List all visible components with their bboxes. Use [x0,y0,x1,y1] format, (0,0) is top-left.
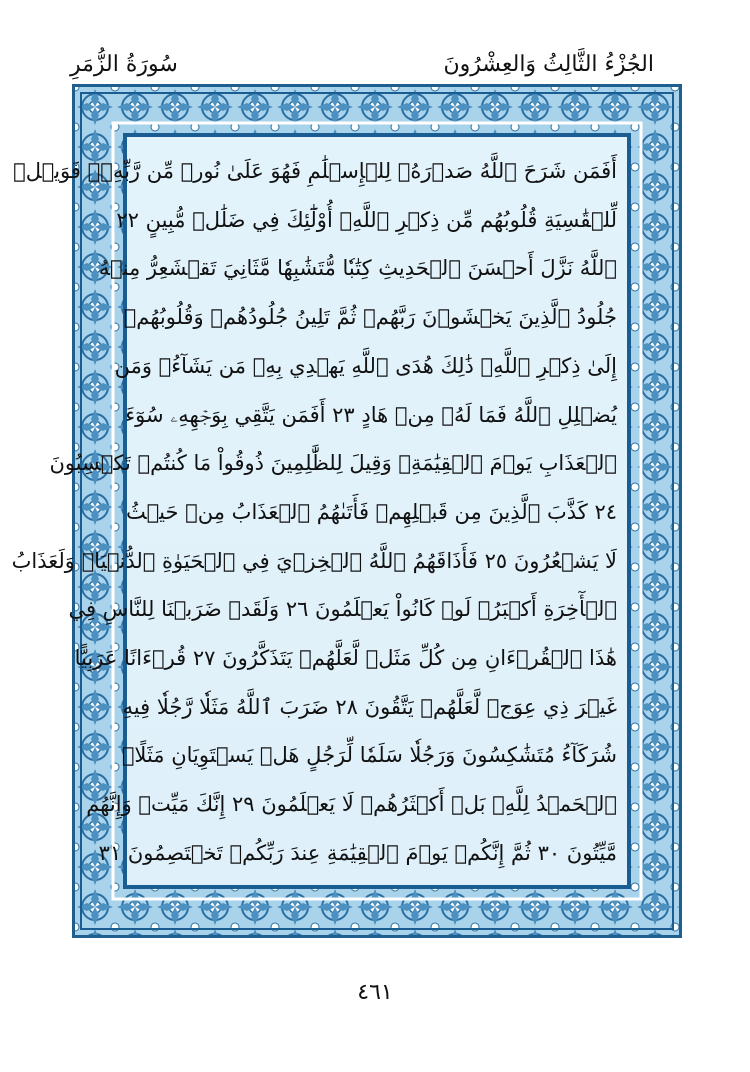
verse-line: أَفَمَن شَرَحَ ٱللَّهُ صَدۡرَهُۥ لِلۡإِسۡلَٰمِ فَهُوَ عَلَىٰ نُورٖ مِّن رَّبِّهِۦۚ فَوَيۡلٞ [13,159,617,183]
verse-line: لِّلۡقَٰسِيَةِ قُلُوبُهُم مِّن ذِكۡرِ ٱللَّهِۚ أُوْلَٰٓئِكَ فِي ضَلَٰلٖ مُّبِينٍ ٢٢ [116,207,617,232]
verse-line: هَٰذَا ٱلۡقُرۡءَانِ مِن كُلِّ مَثَلٖ لَّعَلَّهُمۡ يَتَذَكَّرُونَ ٢٧ قُرۡءَانًا عَرَبِيًّا [74,646,617,671]
ornamental-frame [11,84,682,938]
verse-line: يُضۡلِلِ ٱللَّهُ فَمَا لَهُۥ مِنۡ هَادٍ ٢٣ أَفَمَن يَتَّقِي بِوَجۡهِهِۦ سُوٓءَ [125,402,617,427]
verse-line: ٱللَّهُ نَزَّلَ أَحۡسَنَ ٱلۡحَدِيثِ كِتَٰبٗا مُّتَشَٰبِهٗا مَّثَانِيَ تَقۡشَعِرُّ مِنۡهُ [98,256,617,281]
verse-line: ٱلۡأٓخِرَةِ أَكۡبَرُۚ لَوۡ كَانُواْ يَعۡلَمُونَ ٢٦ وَلَقَدۡ ضَرَبۡنَا لِلنَّاسِ فِي [68,597,617,622]
verse-line: ٢٤ كَذَّبَ ٱلَّذِينَ مِن قَبۡلِهِمۡ فَأَتَىٰهُمُ ٱلۡعَذَابُ مِنۡ حَيۡثُ [125,499,617,524]
verse-line: غَيۡرَ ذِي عِوَجٖ لَّعَلَّهُمۡ يَتَّقُونَ ٢٨ ضَرَبَ ٱللَّهُ مَثَلٗا رَّجُلٗا فِيهِ [122,694,617,719]
verse-line: ٱلۡعَذَابِ يَوۡمَ ٱلۡقِيَٰمَةِۚ وَقِيلَ لِلظَّٰلِمِينَ ذُوقُواْ مَا كُنتُمۡ تَكۡسِبُونَ [49,451,617,476]
page-number: ٤٦١ [357,980,393,1005]
verse-line: إِلَىٰ ذِكۡرِ ٱللَّهِۚ ذَٰلِكَ هُدَى ٱللَّهِ يَهۡدِي بِهِۦ مَن يَشَآءُۚ وَمَن [114,353,617,378]
verse-line: لَا يَشۡعُرُونَ ٢٥ فَأَذَاقَهُمُ ٱللَّهُ ٱلۡخِزۡيَ فِي ٱلۡحَيَوٰةِ ٱلدُّنۡيَاۖ وَلَعَذَابُ [11,548,617,573]
verse-line: شُرَكَآءُ مُتَشَٰكِسُونَ وَرَجُلٗا سَلَمٗا لِّرَجُلٍ هَلۡ يَسۡتَوِيَانِ مَثَلًاۚ [121,743,617,768]
juz-title: الجُزْءُ الثَّالِثُ وَالعِشْرُونَ [443,52,654,77]
verse-line: ٱلۡحَمۡدُ لِلَّهِۚ بَلۡ أَكۡثَرُهُمۡ لَا يَعۡلَمُونَ ٢٩ إِنَّكَ مَيِّتٞ وَإِنَّهُم [86,792,617,817]
verse-line: جُلُودُ ٱلَّذِينَ يَخۡشَوۡنَ رَبَّهُمۡ ثُمَّ تَلِينُ جُلُودُهُمۡ وَقُلُوبُهُمۡ [123,305,617,330]
text-panel [11,133,631,889]
surah-title: سُورَةُ الزُّمَرِ [70,52,178,77]
verse-lines [11,147,617,877]
verse-line: مَّيِّتُونَ ٣٠ ثُمَّ إِنَّكُمۡ يَوۡمَ ٱلۡقِيَٰمَةِ عِندَ رَبِّكُمۡ تَخۡتَصِمُونَ ٣١ [98,840,617,865]
